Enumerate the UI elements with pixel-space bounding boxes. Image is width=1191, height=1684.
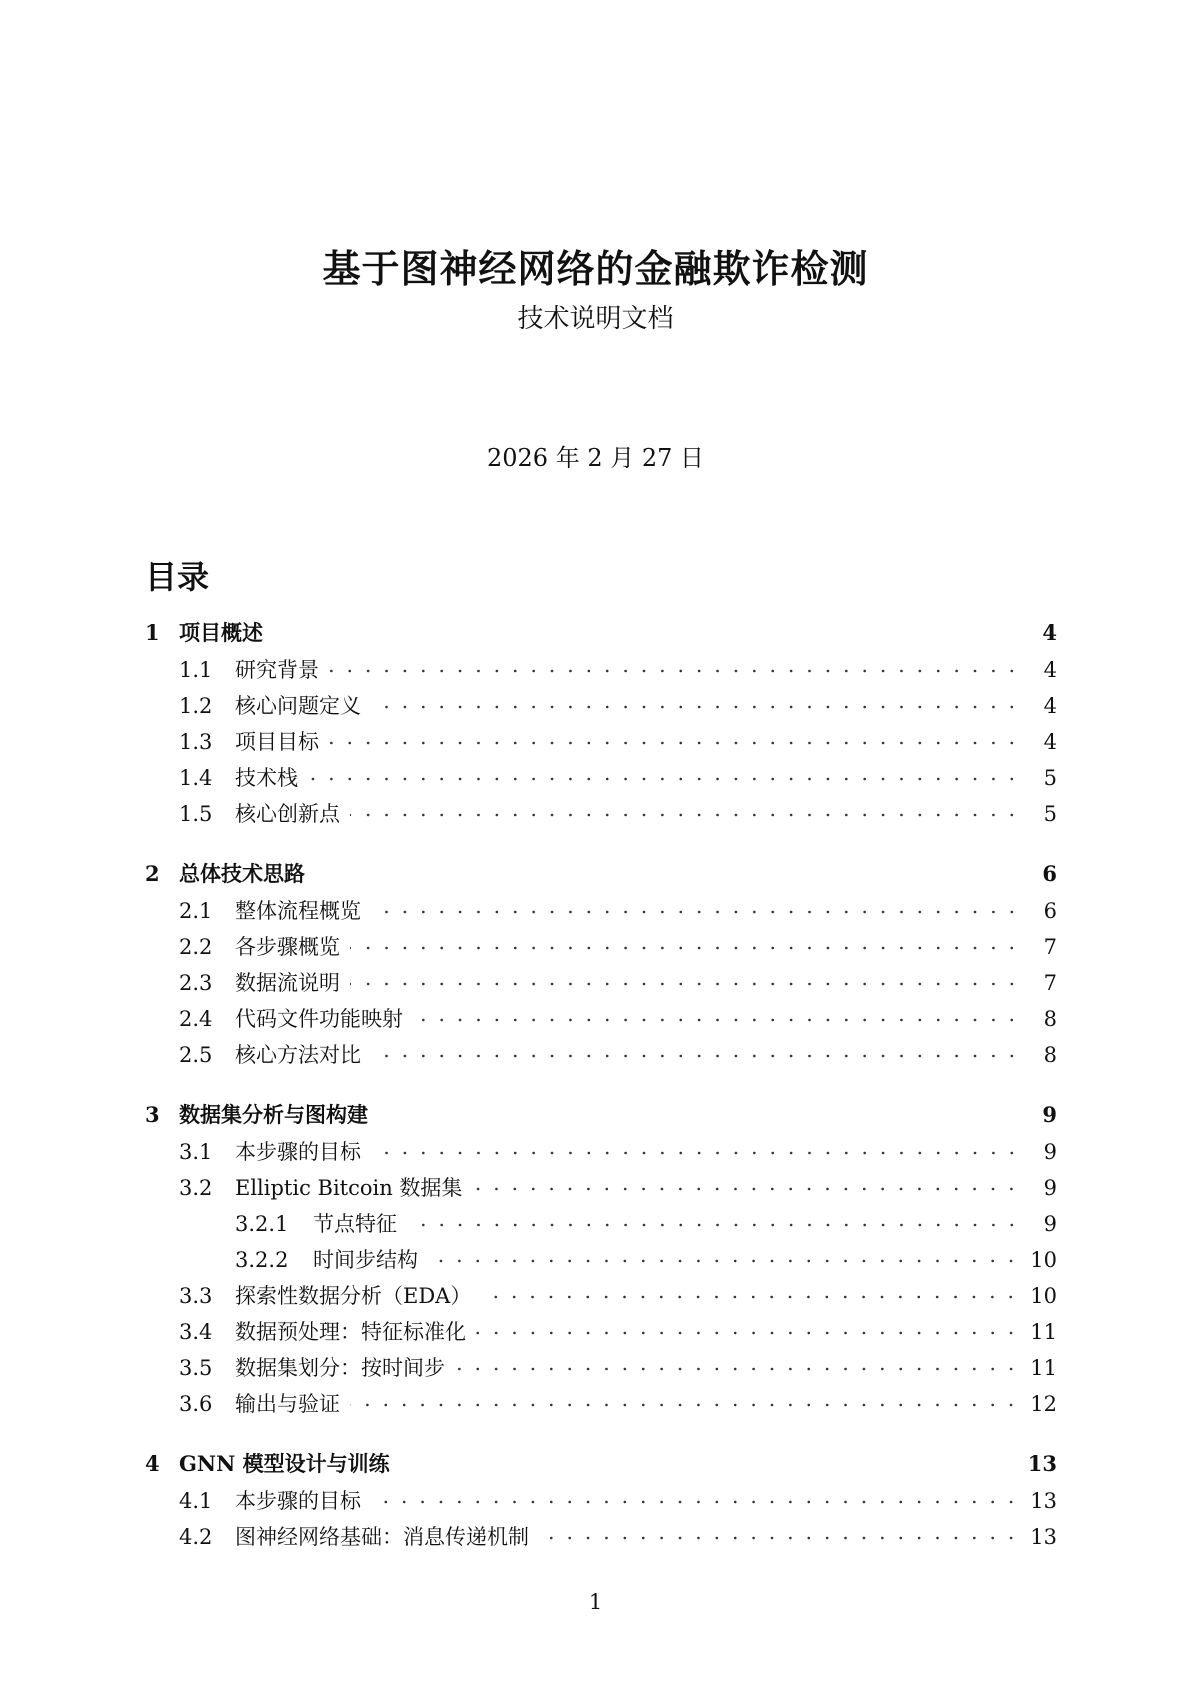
- toc-entry-number: 2.5: [179, 1043, 213, 1067]
- toc-entry-page: 12: [1030, 1392, 1057, 1416]
- toc-entry-title: 数据集划分：按时间步: [235, 1356, 445, 1380]
- toc-entry-title: 数据流说明: [235, 971, 340, 995]
- toc-dot-leader: [350, 969, 1021, 990]
- toc-dot-leader: [371, 897, 1021, 918]
- toc-section-page: 4: [1042, 620, 1057, 645]
- toc-subsection-entry[interactable]: [145, 1519, 1057, 1555]
- page-number: 1: [588, 1590, 603, 1614]
- toc-section-block: [145, 855, 1057, 1073]
- toc-dot-leader: [472, 1174, 1021, 1195]
- toc-entry-number: 1.5: [179, 802, 213, 826]
- toc-entry-page: 4: [1043, 730, 1057, 754]
- toc-entry-page: 9: [1043, 1212, 1057, 1236]
- toc-subsection-entry[interactable]: [145, 965, 1057, 1001]
- toc-entry-number: 3.2.2: [235, 1248, 289, 1272]
- toc-entry-number: 2.1: [179, 899, 213, 923]
- toc-subsection-entry[interactable]: [145, 724, 1057, 760]
- toc-entry-title: 研究背景: [235, 658, 319, 682]
- toc-entry-number: 2.3: [179, 971, 213, 995]
- toc-entry-page: 5: [1043, 802, 1057, 826]
- toc-entry-title: 各步骤概览: [235, 935, 340, 959]
- toc-entry-page: 13: [1030, 1525, 1057, 1549]
- toc-subsection-entry[interactable]: [145, 688, 1057, 724]
- toc-subsection-entry[interactable]: [145, 652, 1057, 688]
- toc-dot-leader: [308, 764, 1021, 785]
- toc-entry-page: 7: [1043, 971, 1057, 995]
- toc-entry-number: 2.4: [179, 1007, 213, 1031]
- toc-entry-page: 11: [1030, 1320, 1057, 1344]
- toc-entry-title: 输出与验证: [235, 1392, 340, 1416]
- toc-section-title: GNN 模型设计与训练: [179, 1451, 390, 1476]
- toc-subsection-entry[interactable]: [145, 1037, 1057, 1073]
- toc-entry-title: 本步骤的目标: [235, 1489, 361, 1513]
- toc-entry-number: 2.2: [179, 935, 213, 959]
- toc-dot-leader: [350, 933, 1021, 954]
- toc-entry-title: 探索性数据分析（EDA）: [235, 1284, 472, 1308]
- toc-entry-title: 核心方法对比: [235, 1043, 361, 1067]
- toc-entry-page: 4: [1043, 658, 1057, 682]
- toc-entry-number: 1.1: [179, 658, 213, 682]
- toc-section-block: [145, 1096, 1057, 1422]
- toc-dot-leader: [371, 1487, 1020, 1508]
- toc-entry-title: 图神经网络基础：消息传递机制: [235, 1525, 529, 1549]
- toc-dot-leader: [329, 656, 1021, 677]
- toc-dot-leader: [539, 1523, 1020, 1544]
- toc-dot-leader: [407, 1210, 1021, 1231]
- document-date: 2026 年 2 月 27 日: [486, 444, 705, 472]
- toc-section-title: 数据集分析与图构建: [179, 1102, 368, 1127]
- toc-dot-leader: [371, 1138, 1021, 1159]
- toc-subsection-entry[interactable]: [145, 1278, 1057, 1314]
- toc-entry-number: 1.4: [179, 766, 213, 790]
- toc-entry-page: 7: [1043, 935, 1057, 959]
- toc-dot-leader: [350, 1390, 1020, 1411]
- toc-entry-title: 本步骤的目标: [235, 1140, 361, 1164]
- toc-entry-page: 8: [1043, 1007, 1057, 1031]
- toc-subsection-entry[interactable]: [145, 1314, 1057, 1350]
- toc-entry-title: Elliptic Bitcoin 数据集: [235, 1176, 463, 1200]
- toc-subsubsection-entry[interactable]: [145, 1206, 1057, 1242]
- toc-section-number: 4: [145, 1451, 160, 1476]
- toc-section-page: 9: [1042, 1102, 1057, 1127]
- toc-dot-leader: [428, 1246, 1020, 1267]
- toc-subsection-entry[interactable]: [145, 1483, 1057, 1519]
- toc-section-number: 3: [145, 1102, 160, 1127]
- toc-subsection-entry[interactable]: [145, 760, 1057, 796]
- toc-entry-number: 4.2: [179, 1525, 213, 1549]
- toc-entry-number: 3.2: [179, 1176, 213, 1200]
- toc-subsection-entry[interactable]: [145, 929, 1057, 965]
- toc-entry-page: 10: [1030, 1248, 1057, 1272]
- toc-subsection-entry[interactable]: [145, 893, 1057, 929]
- toc-entry-number: 1.3: [179, 730, 213, 754]
- toc-entry-page: 5: [1043, 766, 1057, 790]
- toc-dot-leader: [350, 800, 1021, 821]
- toc-dot-leader: [413, 1005, 1021, 1026]
- toc-subsection-entry[interactable]: [145, 1170, 1057, 1206]
- toc-dot-leader: [476, 1318, 1020, 1339]
- toc-section-entry[interactable]: [145, 855, 1057, 893]
- toc-subsection-entry[interactable]: [145, 1001, 1057, 1037]
- toc-dot-leader: [455, 1354, 1020, 1375]
- toc-section-title: 项目概述: [179, 620, 263, 645]
- toc-entry-title: 数据预处理：特征标准化: [235, 1320, 466, 1344]
- toc-subsubsection-entry[interactable]: [145, 1242, 1057, 1278]
- toc-section-number: 1: [145, 620, 160, 645]
- toc-dot-leader: [329, 728, 1021, 749]
- toc-entry-title: 整体流程概览: [235, 899, 361, 923]
- toc-subsection-entry[interactable]: [145, 796, 1057, 832]
- toc-entry-title: 项目目标: [235, 730, 319, 754]
- toc-subsection-entry[interactable]: [145, 1350, 1057, 1386]
- toc-section-block: [145, 614, 1057, 832]
- toc-dot-leader: [481, 1282, 1020, 1303]
- toc-entry-number: 3.5: [179, 1356, 213, 1380]
- toc-section-page: 13: [1027, 1451, 1057, 1476]
- toc-entry-page: 6: [1043, 899, 1057, 923]
- toc-entry-number: 4.1: [179, 1489, 213, 1513]
- toc-section-block: [145, 1445, 1057, 1555]
- toc-dot-leader: [371, 1041, 1021, 1062]
- toc-entry-number: 3.2.1: [235, 1212, 289, 1236]
- toc-section-title: 总体技术思路: [179, 861, 305, 886]
- toc-entry-page: 13: [1030, 1489, 1057, 1513]
- toc-entry-number: 3.6: [179, 1392, 213, 1416]
- toc-entry-page: 9: [1043, 1140, 1057, 1164]
- toc-heading: 目录: [145, 558, 210, 596]
- toc-section-entry[interactable]: [145, 1096, 1057, 1134]
- toc-dot-leader: [371, 692, 1021, 713]
- toc-entry-number: 3.1: [179, 1140, 213, 1164]
- toc-entry-number: 1.2: [179, 694, 213, 718]
- toc-section-entry[interactable]: [145, 1445, 1057, 1483]
- toc-section-page: 6: [1042, 861, 1057, 886]
- toc-subsection-entry[interactable]: [145, 1134, 1057, 1170]
- toc-entry-title: 代码文件功能映射: [235, 1007, 403, 1031]
- toc-subsection-entry[interactable]: [145, 1386, 1057, 1422]
- document-subtitle: 技术说明文档: [517, 304, 674, 334]
- table-of-contents: [145, 614, 1057, 1578]
- toc-entry-number: 3.4: [179, 1320, 213, 1344]
- toc-section-entry[interactable]: [145, 614, 1057, 652]
- toc-entry-title: 核心问题定义: [235, 694, 361, 718]
- toc-entry-title: 核心创新点: [235, 802, 340, 826]
- toc-entry-page: 8: [1043, 1043, 1057, 1067]
- toc-entry-title: 技术栈: [235, 766, 298, 790]
- toc-entry-page: 9: [1043, 1176, 1057, 1200]
- toc-entry-number: 3.3: [179, 1284, 213, 1308]
- toc-entry-page: 11: [1030, 1356, 1057, 1380]
- toc-entry-page: 10: [1030, 1284, 1057, 1308]
- document-title: 基于图神经网络的金融欺诈检测: [322, 246, 869, 291]
- toc-entry-page: 4: [1043, 694, 1057, 718]
- toc-entry-title: 时间步结构: [313, 1248, 418, 1272]
- toc-section-number: 2: [145, 861, 160, 886]
- toc-entry-title: 节点特征: [313, 1212, 397, 1236]
